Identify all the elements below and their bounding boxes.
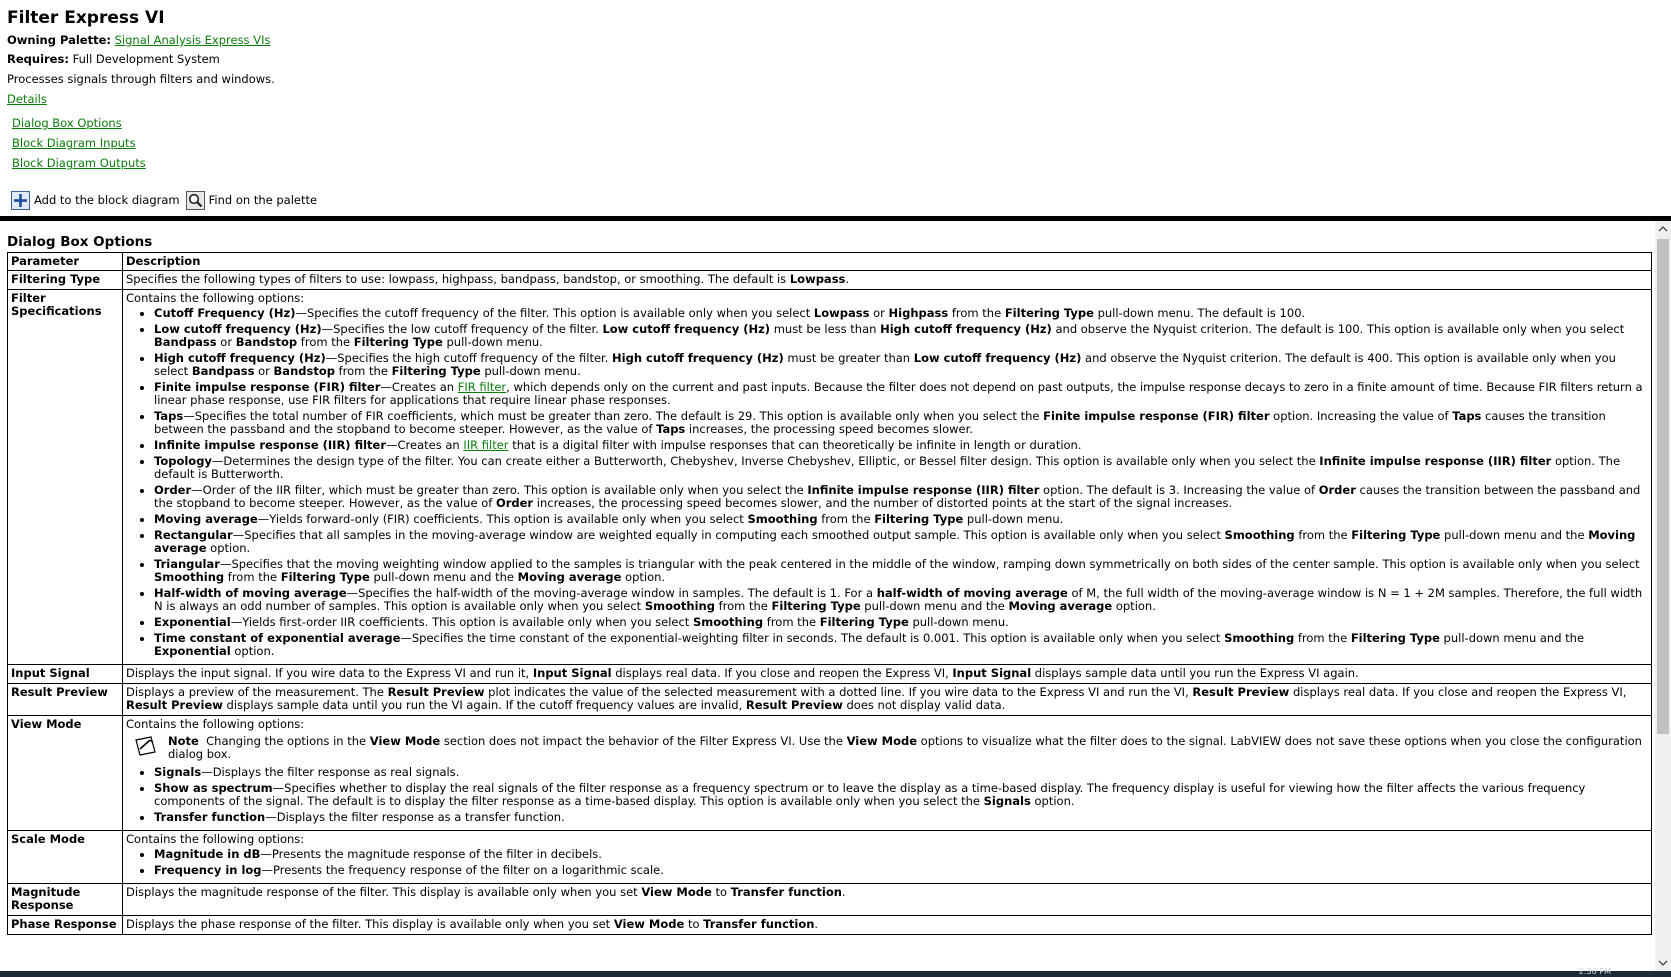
- table-row: [8, 916, 1652, 935]
- list-item: • Transfer function—Displays the filter response as a transfer function.: [154, 811, 1648, 824]
- iir-filter-link[interactable]: IIR filter: [463, 438, 509, 452]
- list-item: • Order—Order of the IIR filter, which must be greater than zero. This option is available only when you select the Infinite impulse response (IIR) filter option. The default is 3. Increasing the value of Order causes the transition between the passband and the stopband to become steeper. However, as the value of Order increases, the processing speed becomes slower, and the number of distorted points at the start of the signal increases.: [154, 484, 1648, 510]
- list-item: • Magnitude in dB—Presents the magnitude response of the filter in decibels.: [154, 848, 1648, 861]
- table-header-row: [8, 253, 1652, 271]
- list-item: • Finite impulse response (FIR) filter—Creates an FIR filter, which depends only on the current and past inputs. Because the filter does not depend on past outputs, the impulse response decays to zero in a finite amount of time. Because FIR filters return a linear phase response, use FIR filters for applications that require linear phase responses.: [154, 381, 1648, 407]
- find-on-palette-label: Find on the palette: [208, 192, 318, 207]
- requires-line: [7, 52, 220, 66]
- taskbar: [0, 967, 1671, 977]
- desc-phase-response: Displays the phase response of the filter. This display is available only when you set View Mode to Transfer function.: [123, 916, 1652, 935]
- table-row: [8, 665, 1652, 684]
- list-item: • Frequency in log—Presents the frequency response of the filter on a logarithmic scale.: [154, 864, 1648, 877]
- table-row: [8, 290, 1652, 665]
- list-item: • High cutoff frequency (Hz)—Specifies the high cutoff frequency of the filter. High cutoff frequency (Hz) must be greater than Low cutoff frequency (Hz) and observe the Nyquist criterion. The default is 400. This option is available only when you select Bandpass or Bandstop from the Filtering Type pull-down menu.: [154, 352, 1648, 378]
- topic-header: [0, 0, 1671, 216]
- desc-magnitude-response: Displays the magnitude response of the filter. This display is available only when you set View Mode to Transfer function.: [123, 884, 1652, 916]
- tray-clock[interactable]: 2:36 PM: [1578, 967, 1611, 976]
- add-to-diagram-label: Add to the block diagram: [34, 192, 180, 207]
- desc-filter-specifications: Contains the following options: • Cutoff Frequency (Hz)—Specifies the cutoff frequency of the filter. This option is available only when you select Lowpass or Highpass from the Filtering Type pull-down menu. The default is 100. • Low cutoff frequency (Hz)—Specifies the low cutoff frequency of the filter. Low cutoff frequency (Hz) must be less than High cutoff frequency (Hz) and observe the Nyquist criterion. The default is 100. This option is available only when you select Bandpass or Bandstop from the Filtering Type pull-down menu. • High cutoff frequency (Hz)—Specifies the high cutoff frequency of the filter. High cutoff frequency (Hz) must be greater than Low cutoff frequency (Hz) and observe the Nyquist criterion. The default is 400. This option is available only when you select Bandpass or Bandstop from the Filtering Type pull-down menu. • Finite impulse response (FIR) filter—Creates an FIR filter, which depends only on the current and past inputs. Because the filter does not depend on past outputs, the impulse response decays to zero in a finite amount of time. Because FIR filters return a linear phase response, use FIR filters for applications that require linear phase responses. • Taps—Specifies the total number of FIR coefficients, which must be greater than zero. The default is 29. This option is available only when you select the Finite impulse response (FIR) filter option. Increasing the value of Taps causes the transition between the passband and the stopband to become steeper. However, as the value of Taps increases, the processing speed becomes slower. • Infinite impulse response (IIR) filter—Creates an IIR filter that is a digital filter with impulse responses that can theoretically be infinite in length or duration. • Topology—Determines the design type of the filter. You can create either a Butterworth, Chebyshev, Inverse Chebyshev, Elliptic, or Bessel filter design. This option is available only when you select the Infinite impulse response (IIR) filter option. The default is Butterworth. • Order—Order of the IIR filter, which must be greater than zero. This option is available only when you select the Infinite impulse response (IIR) filter option. The default is 3. Increasing the value of Order causes the transition between the passband and the stopband to become steeper. However, as the value of Order increases, the processing speed becomes slower, and the number of distorted points at the start of the signal increases. • Moving average—Yields forward-only (FIR) coefficients. This option is available only when you select Smoothing from the Filtering Type pull-down menu. • Rectangular—Specifies that all samples in the moving-average window are weighted equally in computing each smoothed output sample. This option is available only when you select Smoothing from the Filtering Type pull-down menu and the Moving average option. • Triangular—Specifies that the moving weighting window applied to the samples is triangular with the peak centered in the middle of the window, ramping down symmetrically on both sides of the center sample. This option is available only when you select Smoothing from the Filtering Type pull-down menu and the Moving average option. • Half-width of moving average—Specifies the half-width of the moving-average window in samples. The default is 1. For a half-width of moving average of M, the full width of the moving-average window is N = 1 + 2M samples. Therefore, the full width N is always an odd number of samples. This option is available only when you select Smoothing from the Filtering Type pull-down menu and the Moving average option. • Exponential—Yields first-order IIR coefficients. This option is available only when you select Smoothing from the Filtering Type pull-down menu. • Time constant of exponential average—Specifies the time constant of the exponential-weighting filter in seconds. The default is 0.001. This option is available only when you select Smoothing from the Filtering Type pull-down menu and the Exponential option.: [123, 290, 1652, 665]
- scroll-thumb[interactable]: [1657, 239, 1669, 734]
- magnifier-icon: [186, 191, 205, 210]
- requires-label: Requires:: [7, 52, 69, 66]
- jump-link-block-diagram-outputs[interactable]: Block Diagram Outputs: [12, 156, 146, 170]
- details-link[interactable]: Details: [7, 92, 47, 106]
- list-item: • Rectangular—Specifies that all samples in the moving-average window are weighted equally in computing each smoothed output sample. This option is available only when you select Smoothing from the Filtering Type pull-down menu and the Moving average option.: [154, 529, 1648, 555]
- desc-result-preview: Displays a preview of the measurement. The Result Preview plot indicates the value of the selected measurement with a dotted line. If you wire data to the Express VI and run the VI, Result Preview displays real data. If you close and reopen the Express VI, Result Preview displays sample data until you run the VI again. If the cutoff frequency values are invalid, Result Preview does not display valid data.: [123, 684, 1652, 716]
- param-result-preview: Result Preview: [8, 684, 123, 716]
- param-scale-mode: Scale Mode: [8, 831, 123, 884]
- table-row: [8, 831, 1652, 884]
- param-phase-response: Phase Response: [8, 916, 123, 935]
- param-magnitude-response: Magnitude Response: [8, 884, 123, 916]
- list-item: • Signals—Displays the filter response as real signals.: [154, 766, 1648, 779]
- fir-filter-link[interactable]: FIR filter: [457, 380, 507, 394]
- scroll-down-button[interactable]: [1655, 955, 1671, 971]
- scroll-up-button[interactable]: [1655, 221, 1671, 237]
- chevron-up-icon: [1658, 226, 1668, 232]
- requires-value: Full Development System: [72, 52, 220, 66]
- page-title: Filter Express VI: [7, 8, 165, 28]
- param-filtering-type: Filtering Type: [8, 271, 123, 290]
- list-item: • Triangular—Specifies that the moving weighting window applied to the samples is triangular with the peak centered in the middle of the window, ramping down symmetrically on both sides of the center sample. This option is available only when you select Smoothing from the Filtering Type pull-down menu and the Moving average option.: [154, 558, 1648, 584]
- note-pen-icon: [134, 735, 158, 757]
- owning-palette-line: [7, 33, 270, 47]
- table-row: [8, 884, 1652, 916]
- desc-filtering-type: Specifies the following types of filters to use: lowpass, highpass, bandpass, bandstop, or smoothing. The default is Lowpass.: [123, 271, 1652, 290]
- section-title: Dialog Box Options: [7, 234, 153, 250]
- table-row: [8, 716, 1652, 831]
- param-input-signal: Input Signal: [8, 665, 123, 684]
- desc-input-signal: Displays the input signal. If you wire data to the Express VI and run it, Input Signal displays real data. If you close and reopen the Express VI, Input Signal displays sample data until you run the Express VI again.: [123, 665, 1652, 684]
- owning-palette-label: Owning Palette:: [7, 33, 111, 47]
- jump-link-block-diagram-inputs[interactable]: Block Diagram Inputs: [12, 136, 136, 150]
- chevron-down-icon: [1658, 960, 1668, 966]
- add-to-diagram-button[interactable]: [11, 191, 180, 210]
- column-header-parameter: Parameter: [8, 253, 123, 271]
- vertical-scrollbar[interactable]: [1655, 221, 1671, 971]
- list-item: • Exponential—Yields first-order IIR coefficients. This option is available only when you select Smoothing from the Filtering Type pull-down menu.: [154, 616, 1648, 629]
- note-block: Note Changing the options in the View Mode section does not impact the behavior of the Filter Express VI. Use the View Mode options to visualize what the filter does to the signal. LabVIEW does not save these options when you close the configuration dialog box.: [134, 735, 1648, 761]
- list-item: • Moving average—Yields forward-only (FIR) coefficients. This option is available only when you select Smoothing from the Filtering Type pull-down menu.: [154, 513, 1648, 526]
- summary-text: Processes signals through filters and windows.: [7, 72, 275, 86]
- table-row: [8, 684, 1652, 716]
- list-item: • Half-width of moving average—Specifies the half-width of the moving-average window in samples. The default is 1. For a half-width of moving average of M, the full width of the moving-average window is N = 1 + 2M samples. Therefore, the full width N is always an odd number of samples. This option is available only when you select Smoothing from the Filtering Type pull-down menu and the Moving average option.: [154, 587, 1648, 613]
- table-row: [8, 271, 1652, 290]
- list-item: • Infinite impulse response (IIR) filter—Creates an IIR filter that is a digital filter with impulse responses that can theoretically be infinite in length or duration.: [154, 439, 1648, 452]
- options-table: [7, 252, 1652, 935]
- owning-palette-link[interactable]: Signal Analysis Express VIs: [114, 33, 271, 47]
- jump-link-dialog-box-options[interactable]: Dialog Box Options: [12, 116, 122, 130]
- list-item: • Taps—Specifies the total number of FIR coefficients, which must be greater than zero. The default is 29. This option is available only when you select the Finite impulse response (FIR) filter option. Increasing the value of Taps causes the transition between the passband and the stopband to become steeper. However, as the value of Taps increases, the processing speed becomes slower.: [154, 410, 1648, 436]
- list-item: • Show as spectrum—Specifies whether to display the real signals of the filter response as a frequency spectrum or to leave the display as a time-based display. The frequency display is useful for viewing how the filter affects the various frequency components of the signal. The default is to display the filter response as a time-based display. This option is available only when you select the Signals option.: [154, 782, 1648, 808]
- list-item: • Low cutoff frequency (Hz)—Specifies the low cutoff frequency of the filter. Low cutoff frequency (Hz) must be less than High cutoff frequency (Hz) and observe the Nyquist criterion. The default is 100. This option is available only when you select Bandpass or Bandstop from the Filtering Type pull-down menu.: [154, 323, 1648, 349]
- add-plus-icon: [11, 191, 30, 210]
- desc-scale-mode: Contains the following options: • Magnitude in dB—Presents the magnitude response of the filter in decibels. • Frequency in log—Presents the frequency response of the filter on a logarithmic scale.: [123, 831, 1652, 884]
- content-pane: [0, 221, 1655, 977]
- param-filter-specifications: Filter Specifications: [8, 290, 123, 665]
- param-view-mode: View Mode: [8, 716, 123, 831]
- action-bar: [11, 190, 323, 210]
- list-item: • Topology—Determines the design type of the filter. You can create either a Butterworth, Chebyshev, Inverse Chebyshev, Elliptic, or Bessel filter design. This option is available only when you select the Infinite impulse response (IIR) filter option. The default is Butterworth.: [154, 455, 1648, 481]
- column-header-description: Description: [123, 253, 1652, 271]
- list-item: • Time constant of exponential average—Specifies the time constant of the exponential-weighting filter in seconds. The default is 0.001. This option is available only when you select Smoothing from the Filtering Type pull-down menu and the Exponential option.: [154, 632, 1648, 658]
- find-on-palette-button[interactable]: [186, 191, 317, 210]
- list-item: • Cutoff Frequency (Hz)—Specifies the cutoff frequency of the filter. This option is available only when you select Lowpass or Highpass from the Filtering Type pull-down menu. The default is 100.: [154, 307, 1648, 320]
- desc-view-mode: Contains the following options: Note Changing the options in the View Mode section does not impact the behavior of the Filter Express VI. Use the View Mode options to visualize what the filter does to the signal. LabVIEW does not save these options when you close the configuration dialog box. • Signals—Displays the filter response as real signals. • Show as spectrum—Specifies whether to display the real signals of the filter response as a frequency spectrum or to leave the display as a time-based display. The frequency display is useful for viewing how the filter affects the various frequency components of the signal. The default is to display the filter response as a time-based display. This option is available only when you select the Signals option. • Transfer function—Displays the filter response as a transfer function.: [123, 716, 1652, 831]
